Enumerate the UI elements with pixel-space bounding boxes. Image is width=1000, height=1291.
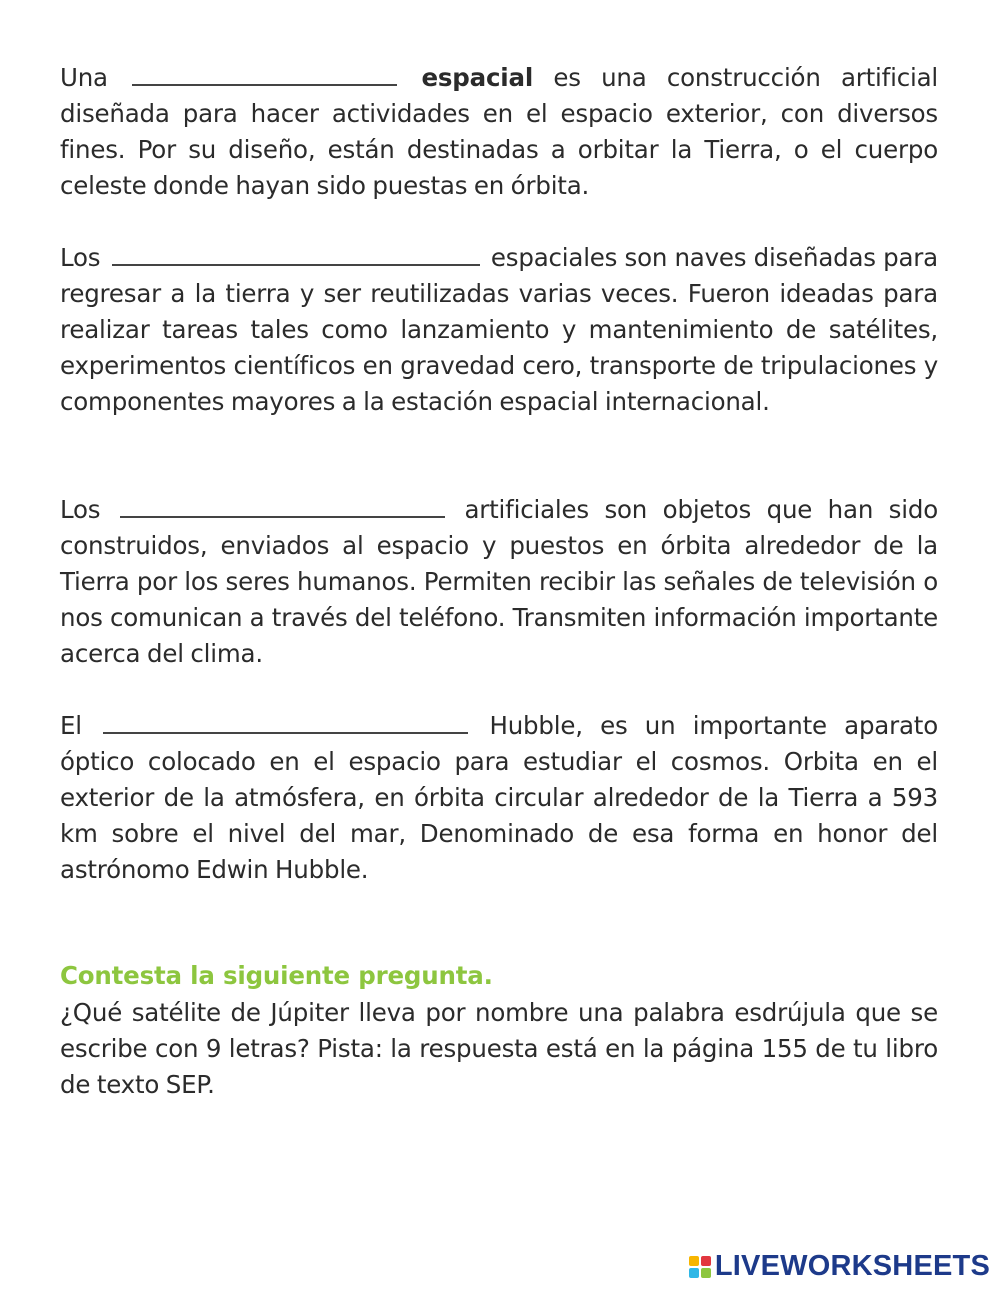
- paragraph-3-start: Los: [60, 495, 101, 524]
- paragraph-4-start: El: [60, 711, 82, 740]
- logo-text: LIVEWORKSHEETS: [714, 1250, 990, 1282]
- question-text: ¿Qué satélite de Júpiter lleva por nombre una palabra esdrújula que se escribe con 9 letras? Pista: la respuesta está en la página 155 de tu libro de texto SEP.: [60, 998, 938, 1099]
- paragraph-1: [60, 60, 938, 204]
- blank-4-input[interactable]: [103, 712, 468, 734]
- paragraph-2-end: espaciales son naves diseñadas para regresar a la tierra y ser reutilizadas varias veces. Fueron ideadas para realizar tareas tales como lanzamiento y mantenimiento de satélites, experimentos científicos en gravedad cero, transporte de tripulaciones y componentes mayores a la estación espacial internacional.: [60, 243, 938, 416]
- logo-mark-icon: [689, 1256, 711, 1278]
- question-heading: Contesta la siguiente pregunta.: [60, 961, 493, 990]
- paragraph-3-end: artificiales son objetos que han sido construidos, enviados al espacio y puestos en órbita alrededor de la Tierra por los seres humanos. Permiten recibir las señales de televisión o nos comunican a través del teléfono. Transmiten información importante acerca del clima.: [60, 495, 938, 668]
- blank-3-input[interactable]: [120, 496, 445, 518]
- paragraph-2-start: Los: [60, 243, 101, 272]
- paragraph-3: [60, 492, 938, 672]
- paragraph-1-start: Una: [60, 63, 108, 92]
- paragraph-1-end: es una construcción artificial diseñada para hacer actividades en el espacio exterior, con diversos fines. Por su diseño, están destinadas a orbitar la Tierra, o el cuerpo celeste donde hayan sido puestas en órbita.: [60, 63, 938, 200]
- liveworksheets-logo: [689, 1250, 990, 1283]
- paragraph-4: [60, 708, 938, 888]
- blank-2-input[interactable]: [112, 244, 480, 266]
- blank-1-input[interactable]: [132, 64, 397, 86]
- paragraph-2: [60, 240, 938, 420]
- bold-word-espacial: espacial: [421, 63, 534, 92]
- paragraph-4-end: Hubble, es un importante aparato óptico colocado en el espacio para estudiar el cosmos. Orbita en el exterior de la atmósfera, en órbita circular alrededor de la Tierra a 593 km sobre el nivel del mar, Denominado de esa forma en honor del astrónomo Edwin Hubble.: [60, 711, 938, 884]
